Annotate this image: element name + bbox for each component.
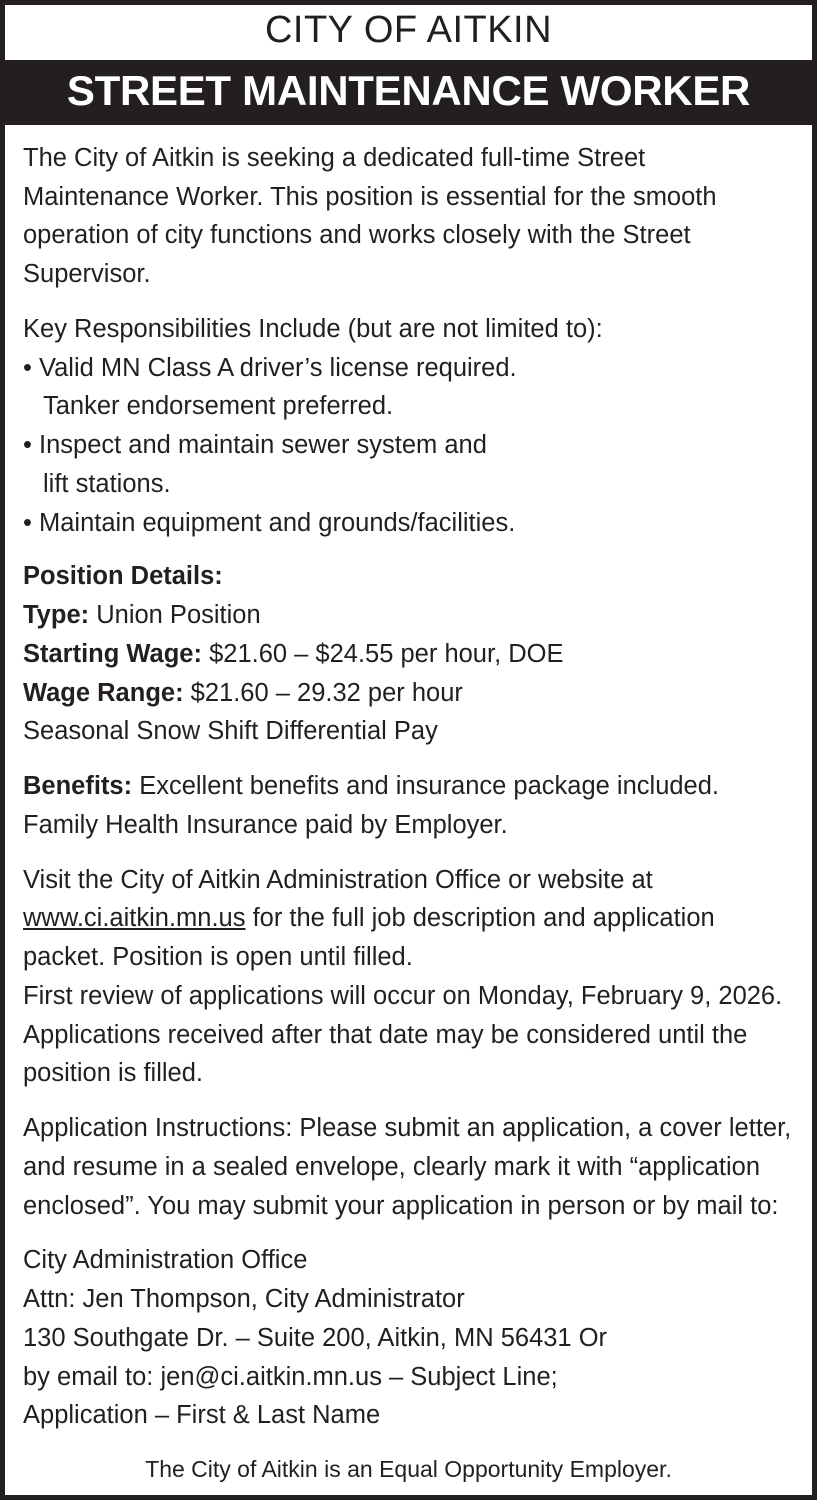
starting-wage-value: $21.60 – $24.55 per hour, DOE bbox=[209, 639, 564, 668]
wage-range-value: $21.60 – 29.32 per hour bbox=[190, 678, 463, 707]
contact-block bbox=[23, 1241, 794, 1435]
contact-email-line: by email to: jen@ci.aitkin.mn.us – Subject Line; bbox=[23, 1362, 558, 1391]
position-type-label: Type: bbox=[23, 601, 90, 630]
position-details-heading: Position Details: bbox=[23, 562, 223, 591]
wage-range-label: Wage Range: bbox=[23, 678, 184, 707]
list-item bbox=[23, 349, 794, 427]
organization-title: CITY OF AITKIN bbox=[264, 9, 553, 51]
wage-range-line bbox=[23, 674, 794, 713]
responsibilities-list bbox=[23, 349, 794, 543]
benefits-text: Excellent benefits and insurance package included. Family Health Insurance paid by Employer. bbox=[23, 772, 720, 839]
job-title-banner: STREET MAINTENANCE WORKER bbox=[5, 61, 812, 125]
position-type-line bbox=[23, 596, 794, 635]
website-link[interactable]: www.ci.aitkin.mn.us bbox=[23, 904, 246, 933]
bullet-continuation: Tanker endorsement preferred. bbox=[43, 392, 394, 421]
application-instructions: Application Instructions: Please submit an application, a cover letter, and resume in a sealed envelope, clearly mark it with “application enclosed”. You may submit your application in person or by mail to: bbox=[23, 1114, 792, 1220]
starting-wage-label: Starting Wage: bbox=[23, 639, 202, 668]
shift-differential-note: Seasonal Snow Shift Differential Pay bbox=[23, 717, 438, 746]
benefits-paragraph bbox=[23, 767, 794, 845]
bullet-text: • Valid MN Class A driver’s license required. bbox=[23, 353, 517, 382]
intro-paragraph: The City of Aitkin is seeking a dedicated full-time Street Maintenance Worker. This position is essential for the smooth operation of city functions and works closely with the Street Supervisor. bbox=[23, 143, 717, 289]
first-review-note: First review of applications will occur on Monday, February 9, 2026. Applications received after that date may be considered until the position is filled. bbox=[23, 981, 783, 1088]
starting-wage-line bbox=[23, 635, 794, 674]
responsibilities-heading: Key Responsibilities Include (but are not limited to): bbox=[23, 314, 603, 343]
equal-opportunity-statement: The City of Aitkin is an Equal Opportunity Employer. bbox=[145, 1456, 672, 1483]
bullet-continuation: lift stations. bbox=[43, 469, 171, 498]
contact-office: City Administration Office bbox=[23, 1246, 308, 1275]
contact-attn: Attn: Jen Thompson, City Administrator bbox=[23, 1285, 465, 1314]
benefits-label: Benefits: bbox=[23, 772, 133, 801]
bullet-text: • Inspect and maintain sewer system and bbox=[23, 431, 487, 460]
position-type-value: Union Position bbox=[96, 601, 261, 630]
list-item bbox=[23, 426, 794, 504]
contact-address: 130 Southgate Dr. – Suite 200, Aitkin, MN 56431 Or bbox=[23, 1323, 608, 1352]
visit-paragraph bbox=[23, 861, 794, 1094]
ad-body bbox=[5, 125, 812, 1495]
position-details bbox=[23, 557, 794, 751]
bullet-text: • Maintain equipment and grounds/facilities. bbox=[23, 508, 516, 537]
visit-text-before-link: Visit the City of Aitkin Administration Office or website at bbox=[23, 865, 653, 894]
contact-subject-line: Application – First & Last Name bbox=[23, 1401, 381, 1430]
list-item bbox=[23, 504, 794, 543]
visit-text-after-link: for the full job description and application packet. Position is open until filled. bbox=[23, 904, 715, 972]
